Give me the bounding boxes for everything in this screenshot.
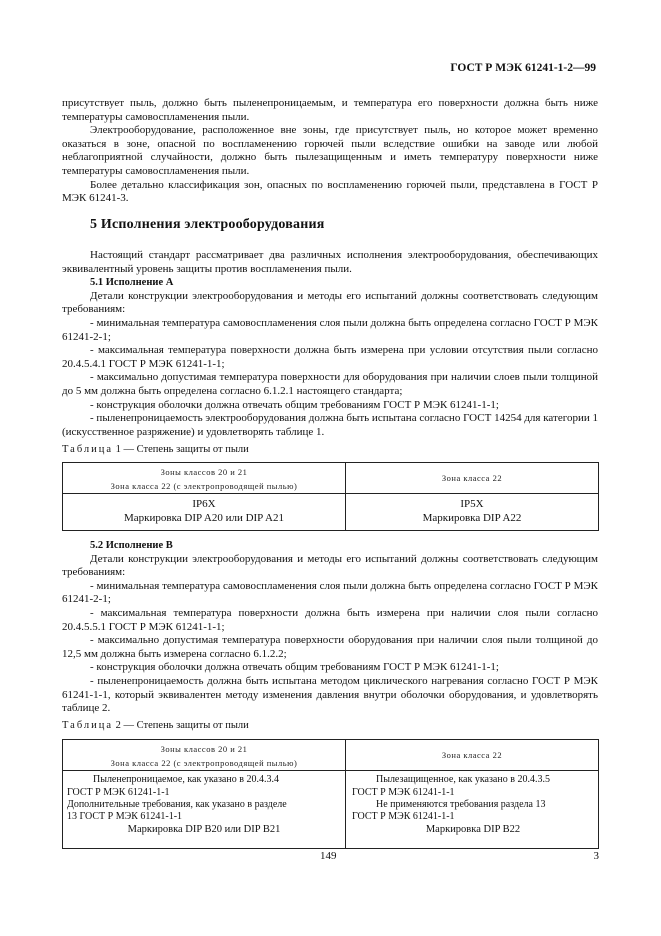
table-cell: IP6X Маркировка DIP A20 или DIP A21 — [63, 494, 346, 531]
table-header-cell: Зоны классов 20 и 21 Зона класса 22 (с электропроводящей пылью) — [63, 463, 346, 494]
list-item: - минимальная температура самовоспламенения слоя пыли должна быть определена согласно ГОСТ Р МЭК 61241-2-1; — [62, 579, 598, 606]
table-cell: IP5X Маркировка DIP A22 — [346, 494, 599, 531]
list-item: - максимальная температура поверхности должна быть измерена при условии отсутствия пыли согласно 20.4.5.4.1 ГОСТ Р МЭК 61241-1-1; — [62, 344, 598, 370]
section52-body — [62, 539, 598, 716]
page-number: 149 — [320, 850, 337, 862]
list-item: - минимальная температура самовоспламенения слоя пыли должна быть определена согласно ГОСТ Р МЭК 61241-2-1; — [62, 316, 598, 343]
list-item: - конструкция оболочки должна отвечать общим требованиям ГОСТ Р МЭК 61241-1-1; — [90, 661, 499, 674]
table-cell: Пылезащищенное, как указано в 20.4.3.5 ГОСТ Р МЭК 61241-1-1 Не применяются требования раздела 13 ГОСТ Р МЭК 61241-1-1 Маркировка DIP B22 — [346, 771, 599, 849]
caption-label: Таблица — [62, 720, 114, 731]
list-item: - пыленепроницаемость электрооборудования должна быть испытана согласно ГОСТ 14254 для категории 1 (искусственное разряжение) и удовлетворять таблице 1. — [62, 412, 598, 438]
list-item: - конструкция оболочки должна отвечать общим требованиям ГОСТ Р МЭК 61241-1-1; — [90, 398, 499, 411]
list-item: - максимально допустимая температура поверхности для оборудования при наличии слоев пыли толщиной до 5 мм должна быть определена согласно 6.1.2.1 настоящего стандарта; — [62, 371, 598, 397]
intro-text — [62, 97, 598, 206]
table-header-cell: Зона класса 22 — [346, 463, 599, 494]
paragraph: Детали конструкции электрооборудования и методы его испытаний должны соответствовать следующим требованиям: — [62, 552, 598, 579]
table-1 — [62, 462, 599, 531]
table-header-row — [63, 740, 599, 771]
table-header-row — [63, 463, 599, 494]
paragraph: Электрооборудование, расположенное вне зоны, где присутствует пыль, но которое может временно оказаться в зоне, опасной по воспламенению горючей пыли вследствие ошибки на заводе или любой неблагоприятной случайности, должно быть пылезащищенным и иметь температуру поверхности ниже температуры самовоспламенения пыли. — [62, 124, 598, 177]
caption-label: Таблица — [62, 444, 114, 455]
list-item: - пыленепроницаемость должна быть испытана методом циклического нагревания согласно ГОСТ Р МЭК 61241-1-1, который эквивалентен методу изменения давления внутри оболочки оборудования, и удовлетворять таблице 2. — [62, 674, 598, 715]
section-heading: 5 Исполнения электрооборудования — [90, 217, 325, 232]
table-row — [63, 494, 599, 531]
table-row — [63, 771, 599, 849]
caption-text: 1 — Степень защиты от пыли — [115, 444, 249, 455]
subsection-heading: 5.2 Исполнение В — [90, 540, 173, 551]
list-item: - максимальная температура поверхности должна быть измерена при наличии слоя пыли согласно 20.4.5.5.1 ГОСТ Р МЭК 61241-1-1; — [62, 606, 598, 633]
table-cell: Пыленепроницаемое, как указано в 20.4.3.4 ГОСТ Р МЭК 61241-1-1 Дополнительные требования, как указано в разделе 13 ГОСТ Р МЭК 61241-1-1 Маркировка DIP B20 или DIP B21 — [63, 771, 346, 849]
table-header-cell: Зоны классов 20 и 21 Зона класса 22 (с электропроводящей пылью) — [63, 740, 346, 771]
paragraph: Детали конструкции электрооборудования и методы его испытаний должны соответствовать следующим требованиям: — [62, 289, 598, 316]
table-caption — [62, 719, 249, 733]
list-item: - максимально допустимая температура поверхности оборудования при наличии слоя пыли толщиной до 12,5 мм должна быть измерена согласно 6.1.2.2; — [62, 634, 598, 660]
document-header: ГОСТ Р МЭК 61241-1-2—99 — [450, 62, 596, 74]
paragraph: Настоящий стандарт рассматривает два различных исполнения электрооборудования, обеспечивающих эквивалентный уровень защиты против воспламенения пыли. — [62, 249, 598, 275]
subsection-heading: 5.1 Исполнение А — [90, 277, 174, 289]
section5-body — [62, 249, 598, 439]
table-2 — [62, 739, 599, 849]
table-header-cell: Зона класса 22 — [346, 740, 599, 771]
paragraph: Более детально классификация зон, опасных по воспламенению горючей пыли, представлена в ГОСТ Р МЭК 61241-3. — [62, 178, 598, 205]
table-caption — [62, 443, 249, 457]
page-number-right: 3 — [593, 850, 599, 862]
paragraph: присутствует пыль, должно быть пыленепроницаемым, и температура его поверхности должна быть ниже температуры самовоспламенения пыли. — [62, 97, 598, 123]
caption-text: 2 — Степень защиты от пыли — [115, 720, 249, 731]
